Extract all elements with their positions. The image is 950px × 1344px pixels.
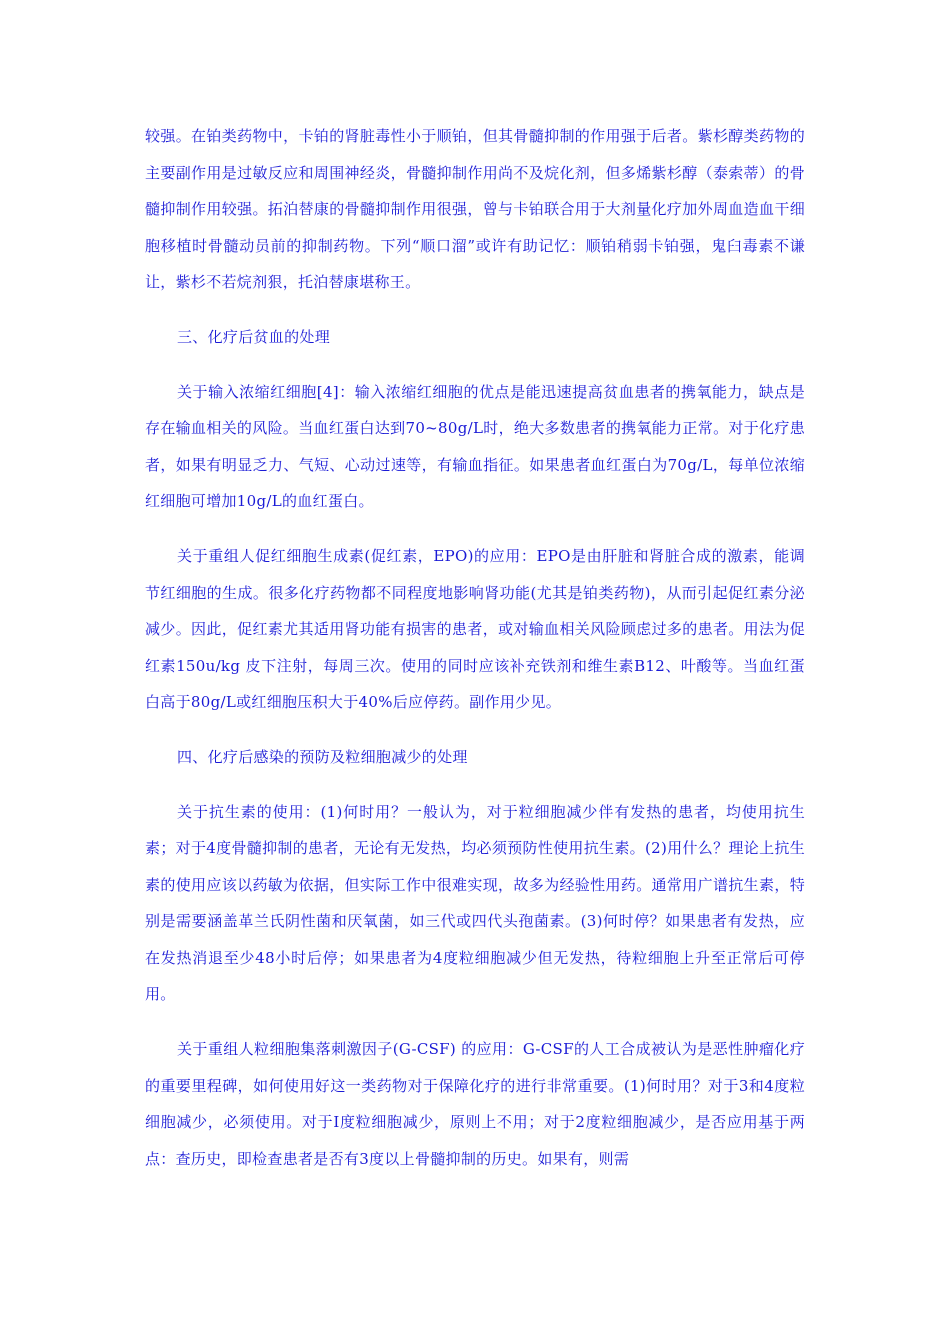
section-heading-anemia: 三、化疗后贫血的处理 <box>177 327 331 346</box>
paragraph-red-cell-transfusion: 关于输入浓缩红细胞[4]：输入浓缩红细胞的优点是能迅速提高贫血患者的携氧能力，缺点是存在输血相关的风险。当血红蛋白达到70~80g/L时，绝大多数患者的携氧能力正常。对于化疗患者，如果有明显乏力、气短、心动过速等，有输血指征。如果患者血红蛋白为70g/L，每单位浓缩红细胞可增加10g/L的血红蛋白。 <box>145 382 805 511</box>
paragraph-gcsf: 关于重组人粒细胞集落刺激因子(G-CSF) 的应用：G-CSF的人工合成被认为是恶性肿瘤化疗的重要里程碑，如何使用好这一类药物对于保障化疗的进行非常重要。(1)何时用？对于3和4度粒细胞减少，必须使用。对于I度粒细胞减少，原则上不用；对于2度粒细胞减少，是否应用基于两点：查历史，即检查患者是否有3度以上骨髓抑制的历史。如果有，则需 <box>145 1040 805 1168</box>
section-heading-infection: 四、化疗后感染的预防及粒细胞减少的处理 <box>177 747 468 766</box>
paragraph-platinum-toxicity: 较强。在铂类药物中，卡铂的肾脏毒性小于顺铂，但其骨髓抑制的作用强于后者。紫杉醇类药物的主要副作用是过敏反应和周围神经炎，骨髓抑制作用尚不及烷化剂，但多烯紫杉醇（泰索蒂）的骨髓抑制作用较强。拓泊替康的骨髓抑制作用很强，曾与卡铂联合用于大剂量化疗加外周血造血干细胞移植时骨髓动员前的抑制药物。下列“顺口溜”或许有助记忆：顺铂稍弱卡铂强，鬼臼毒素不谦让，紫杉不若烷剂狠，托泊替康堪称王。 <box>145 127 805 292</box>
document-page <box>145 118 805 1195</box>
paragraph-antibiotics: 关于抗生素的使用：(1)何时用？一般认为，对于粒细胞减少伴有发热的患者，均使用抗生素；对于4度骨髓抑制的患者，无论有无发热，均必须预防性使用抗生素。(2)用什么？理论上抗生素的使用应该以药敏为依据，但实际工作中很难实现，故多为经验性用药。通常用广谱抗生素，特别是需要涵盖革兰氏阴性菌和厌氧菌，如三代或四代头孢菌素。(3)何时停？如果患者有发热，应在发热消退至少48小时后停；如果患者为4度粒细胞减少但无发热，待粒细胞上升至正常后可停用。 <box>145 802 805 1004</box>
paragraph-epo: 关于重组人促红细胞生成素(促红素，EPO)的应用：EPO是由肝脏和肾脏合成的激素，能调节红细胞的生成。很多化疗药物都不同程度地影响肾功能(尤其是铂类药物)，从而引起促红素分泌减少。因此，促红素尤其适用肾功能有损害的患者，或对输血相关风险顾虑过多的患者。用法为促红素150u/kg 皮下注射，每周三次。使用的同时应该补充铁剂和维生素B12、叶酸等。当血红蛋白高于80g/L或红细胞压积大于40%后应停药。副作用少见。 <box>145 546 805 712</box>
